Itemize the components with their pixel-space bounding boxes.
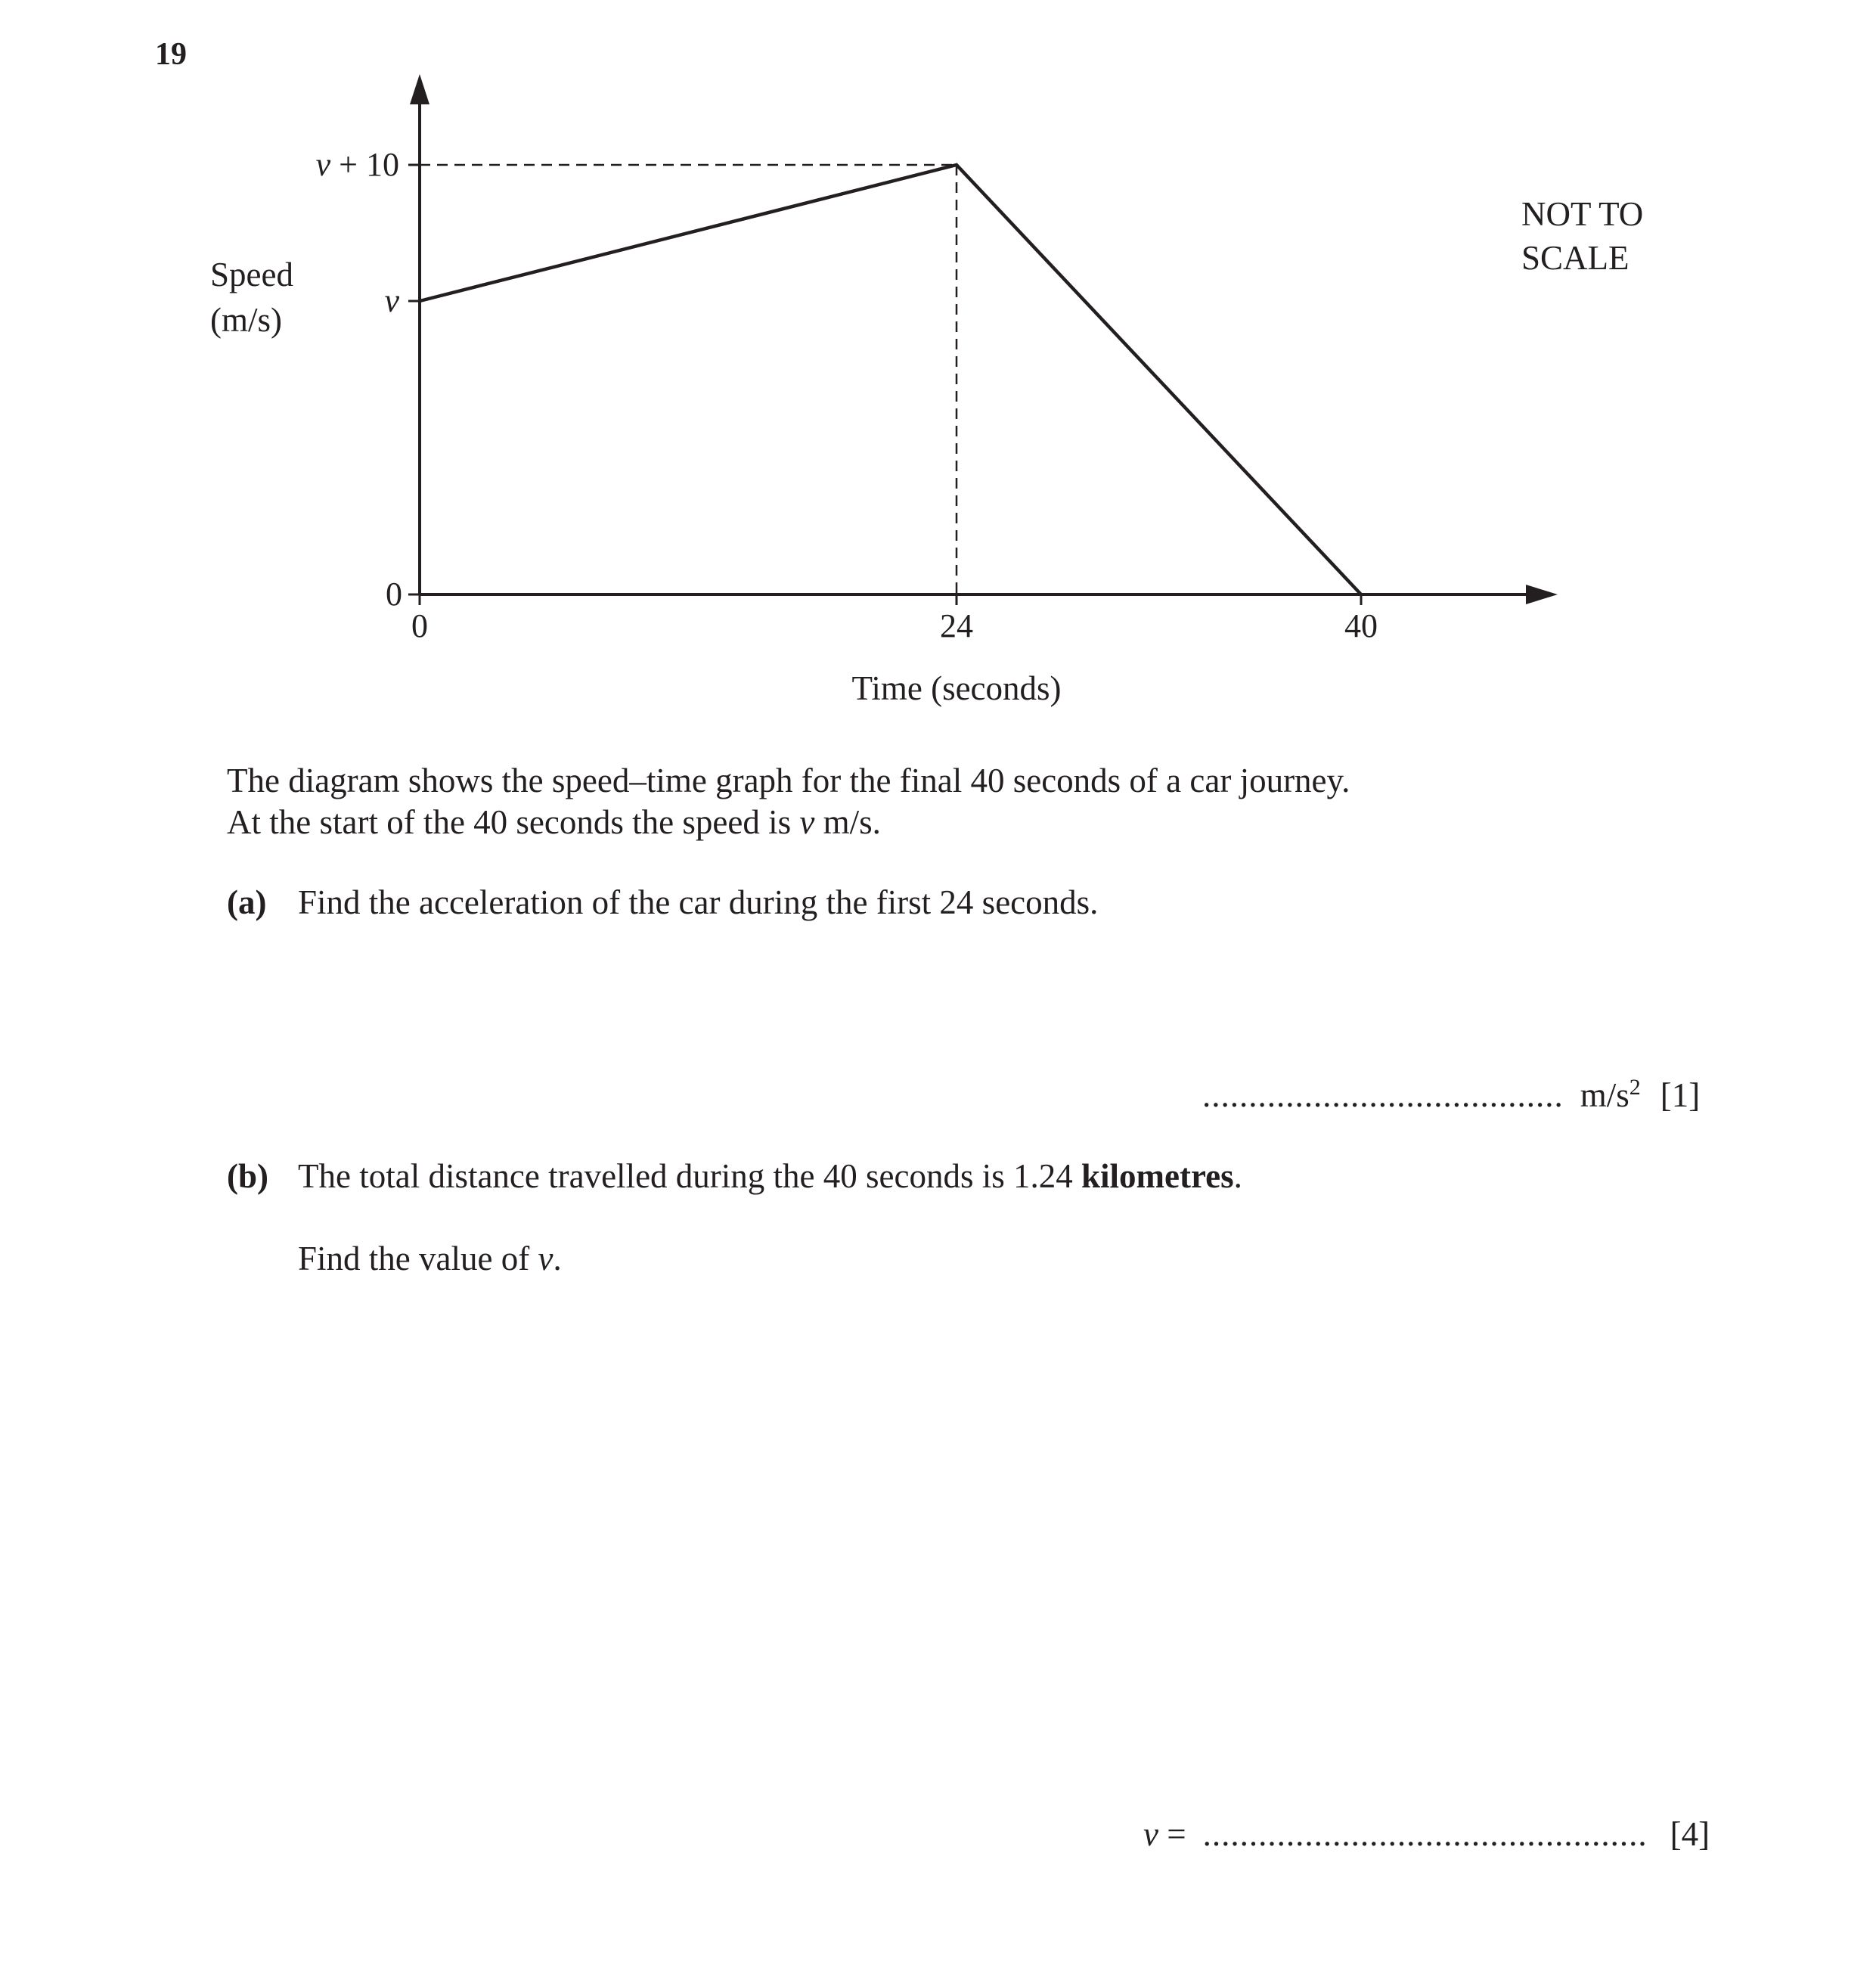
y-axis-label-line2: (m/s) bbox=[210, 301, 282, 339]
part-a-answer-dots: ....................................... bbox=[1202, 1076, 1564, 1114]
part-b-line-1-pre: The total distance travelled during the 40 seconds is 1.24 bbox=[298, 1157, 1081, 1195]
intro-line-2 bbox=[227, 802, 881, 843]
not-to-scale-line1: NOT TO bbox=[1521, 195, 1644, 233]
part-b-answer-line bbox=[1143, 1814, 1710, 1855]
part-a-label: (a) bbox=[227, 883, 267, 921]
y-tick-label-0: 0 bbox=[386, 576, 402, 613]
part-b-line-1-post: . bbox=[1233, 1157, 1242, 1195]
part-a-marks: [1] bbox=[1660, 1076, 1701, 1114]
part-b-line-1 bbox=[298, 1156, 1242, 1197]
x-tick-label-0: 0 bbox=[411, 607, 428, 644]
part-b-label: (b) bbox=[227, 1157, 268, 1195]
part-b-kilometres: kilometres bbox=[1081, 1157, 1234, 1195]
part-b-answer-dots: ................................................ bbox=[1202, 1815, 1648, 1853]
y-tick-label-v: v bbox=[384, 282, 399, 319]
part-a-question: Find the acceleration of the car during the first 24 seconds. bbox=[298, 883, 1099, 921]
part-a-unit: m/s bbox=[1580, 1076, 1629, 1114]
intro-line-2-post: m/s. bbox=[814, 803, 881, 841]
part-b-line-2 bbox=[298, 1238, 562, 1279]
part-a-answer-line bbox=[1202, 1074, 1700, 1116]
y-tick-label-v10: v + 10 bbox=[315, 146, 399, 183]
x-tick-label-40: 40 bbox=[1344, 607, 1378, 644]
intro-line-2-pre: At the start of the 40 seconds the speed is bbox=[227, 803, 800, 841]
part-a-unit-exponent: 2 bbox=[1629, 1075, 1641, 1100]
question-number: 19 bbox=[155, 37, 187, 72]
speed-time-graph bbox=[0, 0, 1876, 741]
x-axis-arrow bbox=[1526, 585, 1558, 604]
part-b-marks: [4] bbox=[1670, 1815, 1710, 1853]
y-axis-label-line1: Speed bbox=[210, 256, 293, 293]
x-tick-label-24: 24 bbox=[940, 607, 973, 644]
part-b-answer-equals: = bbox=[1158, 1815, 1186, 1853]
part-b-answer-variable: v bbox=[1143, 1815, 1158, 1853]
x-axis-label: Time (seconds) bbox=[851, 669, 1062, 707]
intro-line-1: The diagram shows the speed–time graph for the final 40 seconds of a car journey. bbox=[227, 762, 1350, 799]
intro-variable-v: v bbox=[799, 803, 815, 841]
part-b-line-2-pre: Find the value of bbox=[298, 1240, 538, 1277]
y-axis-arrow bbox=[410, 74, 429, 104]
not-to-scale-line2: SCALE bbox=[1521, 239, 1629, 277]
speed-line bbox=[420, 165, 1361, 594]
part-b-variable-v: v bbox=[538, 1240, 553, 1277]
part-b-line-2-post: . bbox=[553, 1240, 562, 1277]
